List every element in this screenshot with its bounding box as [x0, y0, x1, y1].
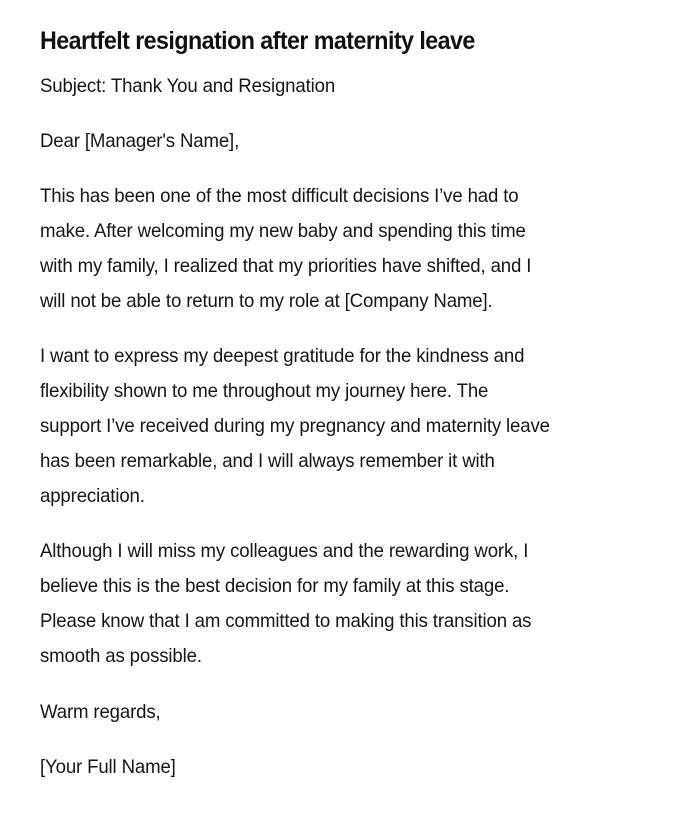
subject-line: Subject: Thank You and Resignation — [40, 75, 336, 97]
paragraph-line: smooth as possible. — [40, 645, 202, 667]
greeting: Dear [Manager's Name], — [40, 130, 240, 152]
paragraph-line: appreciation. — [40, 485, 145, 507]
body-paragraph-2 — [40, 339, 651, 514]
body-paragraph-3 — [40, 534, 651, 674]
paragraph-line: make. After welcoming my new baby and spending this time — [40, 220, 526, 242]
paragraph-line: I want to express my deepest gratitude for the kindness and — [40, 345, 525, 367]
paragraph-line: This has been one of the most difficult decisions I’ve had to — [40, 185, 519, 207]
paragraph-line: Please know that I am committed to making this transition as — [40, 610, 532, 632]
closing: Warm regards, — [40, 701, 161, 723]
paragraph-line: has been remarkable, and I will always remember it with — [40, 450, 495, 472]
paragraph-line: will not be able to return to my role at [Company Name]. — [40, 290, 493, 312]
paragraph-line: with my family, I realized that my priorities have shifted, and I — [40, 255, 532, 277]
paragraph-line: believe this is the best decision for my family at this stage. — [40, 575, 510, 597]
paragraph-line: flexibility shown to me throughout my journey here. The — [40, 380, 489, 402]
document-title: Heartfelt resignation after maternity leave — [40, 27, 475, 55]
paragraph-line: Although I will miss my colleagues and the rewarding work, I — [40, 540, 529, 562]
signature: [Your Full Name] — [40, 756, 176, 778]
body-paragraph-1 — [40, 179, 651, 319]
paragraph-line: support I’ve received during my pregnancy and maternity leave — [40, 415, 550, 437]
